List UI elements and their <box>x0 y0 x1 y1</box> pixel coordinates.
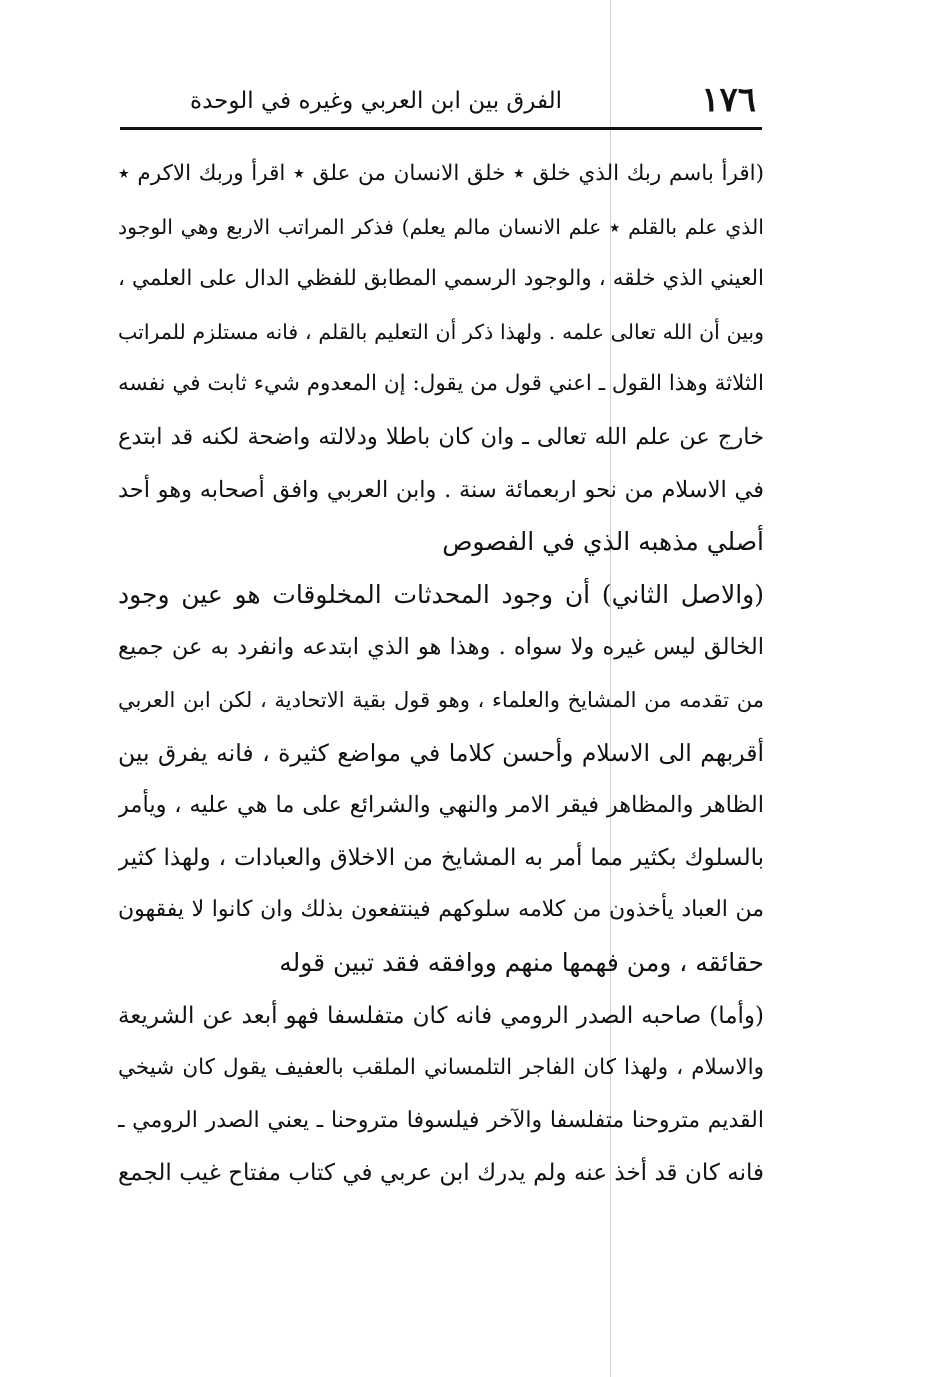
text-line: والاسلام ، ولهذا كان الفاجر التلمساني الملقب بالعفيف يقول كان شيخي <box>118 1055 764 1081</box>
text-line: حقائقه ، ومن فهمها منهم ووافقه فقد تبين قوله <box>279 947 764 977</box>
text-line: أقربهم الى الاسلام وأحسن كلاما في مواضع كثيرة ، فانه يفرق بين <box>118 738 764 767</box>
text-line: (اقرأ باسم ربك الذي خلق ٭ خلق الانسان من علق ٭ اقرأ وربك الاكرم ٭ <box>118 161 764 186</box>
text-line: الذي علم بالقلم ٭ علم الانسان مالم يعلم) فذكر المراتب الاربع وهي الوجود <box>118 214 764 239</box>
text-line: أصلي مذهبه الذي في الفصوص <box>442 527 764 557</box>
page-header <box>120 78 762 128</box>
text-line: القديم متروحنا متفلسفا والآخر فيلسوفا متروحنا ـ يعني الصدر الرومي ـ <box>118 1107 764 1133</box>
body-text <box>118 148 764 1200</box>
text-line: (والاصل الثاني) أن وجود المحدثات المخلوقات هو عين وجود <box>118 579 764 609</box>
running-title: الفرق بين ابن العربي وغيره في الوحدة <box>190 88 562 114</box>
text-line: الظاهر والمظاهر فيقر الامر والنهي والشرائع على ما هي عليه ، ويأمر <box>118 792 764 819</box>
text-line: بالسلوك بكثير مما أمر به المشايخ من الاخلاق والعبادات ، ولهذا كثير <box>118 844 764 871</box>
text-line: من العباد يأخذون من كلامه سلوكهم فينتفعون بذلك وان كانوا لا يفقهون <box>118 897 764 923</box>
text-line: خارج عن علم الله تعالى ـ وان كان باطلا ودلالته واضحة لكنه قد ابتدع <box>118 423 764 450</box>
text-line: الثلاثة وهذا القول ـ اعني قول من يقول: إن المعدوم شيء ثابت في نفسه <box>118 371 764 397</box>
page-number: ١٧٦ <box>701 80 756 120</box>
text-line: من تقدمه من المشايخ والعلماء ، وهو قول بقية الاتحادية ، لكن ابن العربي <box>118 687 764 712</box>
text-line: (وأما) صاحبه الصدر الرومي فانه كان متفلسفا فهو أبعد عن الشريعة <box>118 1002 764 1029</box>
text-line: الخالق ليس غيره ولا سواه . وهذا هو الذي ابتدعه وانفرد به عن جميع <box>118 634 764 661</box>
header-rule <box>120 127 762 130</box>
text-line: فانه كان قد أخذ عنه ولم يدرك ابن عربي في كتاب مفتاح غيب الجمع <box>118 1160 764 1187</box>
text-line: العيني الذي خلقه ، والوجود الرسمي المطابق للفظي الدال على العلمي ، <box>118 266 764 292</box>
text-line: في الاسلام من نحو اربعمائة سنة . وابن العربي وافق أصحابه وهو أحد <box>118 476 764 503</box>
text-line: وبين أن الله تعالى علمه . ولهذا ذكر أن التعليم بالقلم ، فانه مستلزم للمراتب <box>118 319 764 344</box>
